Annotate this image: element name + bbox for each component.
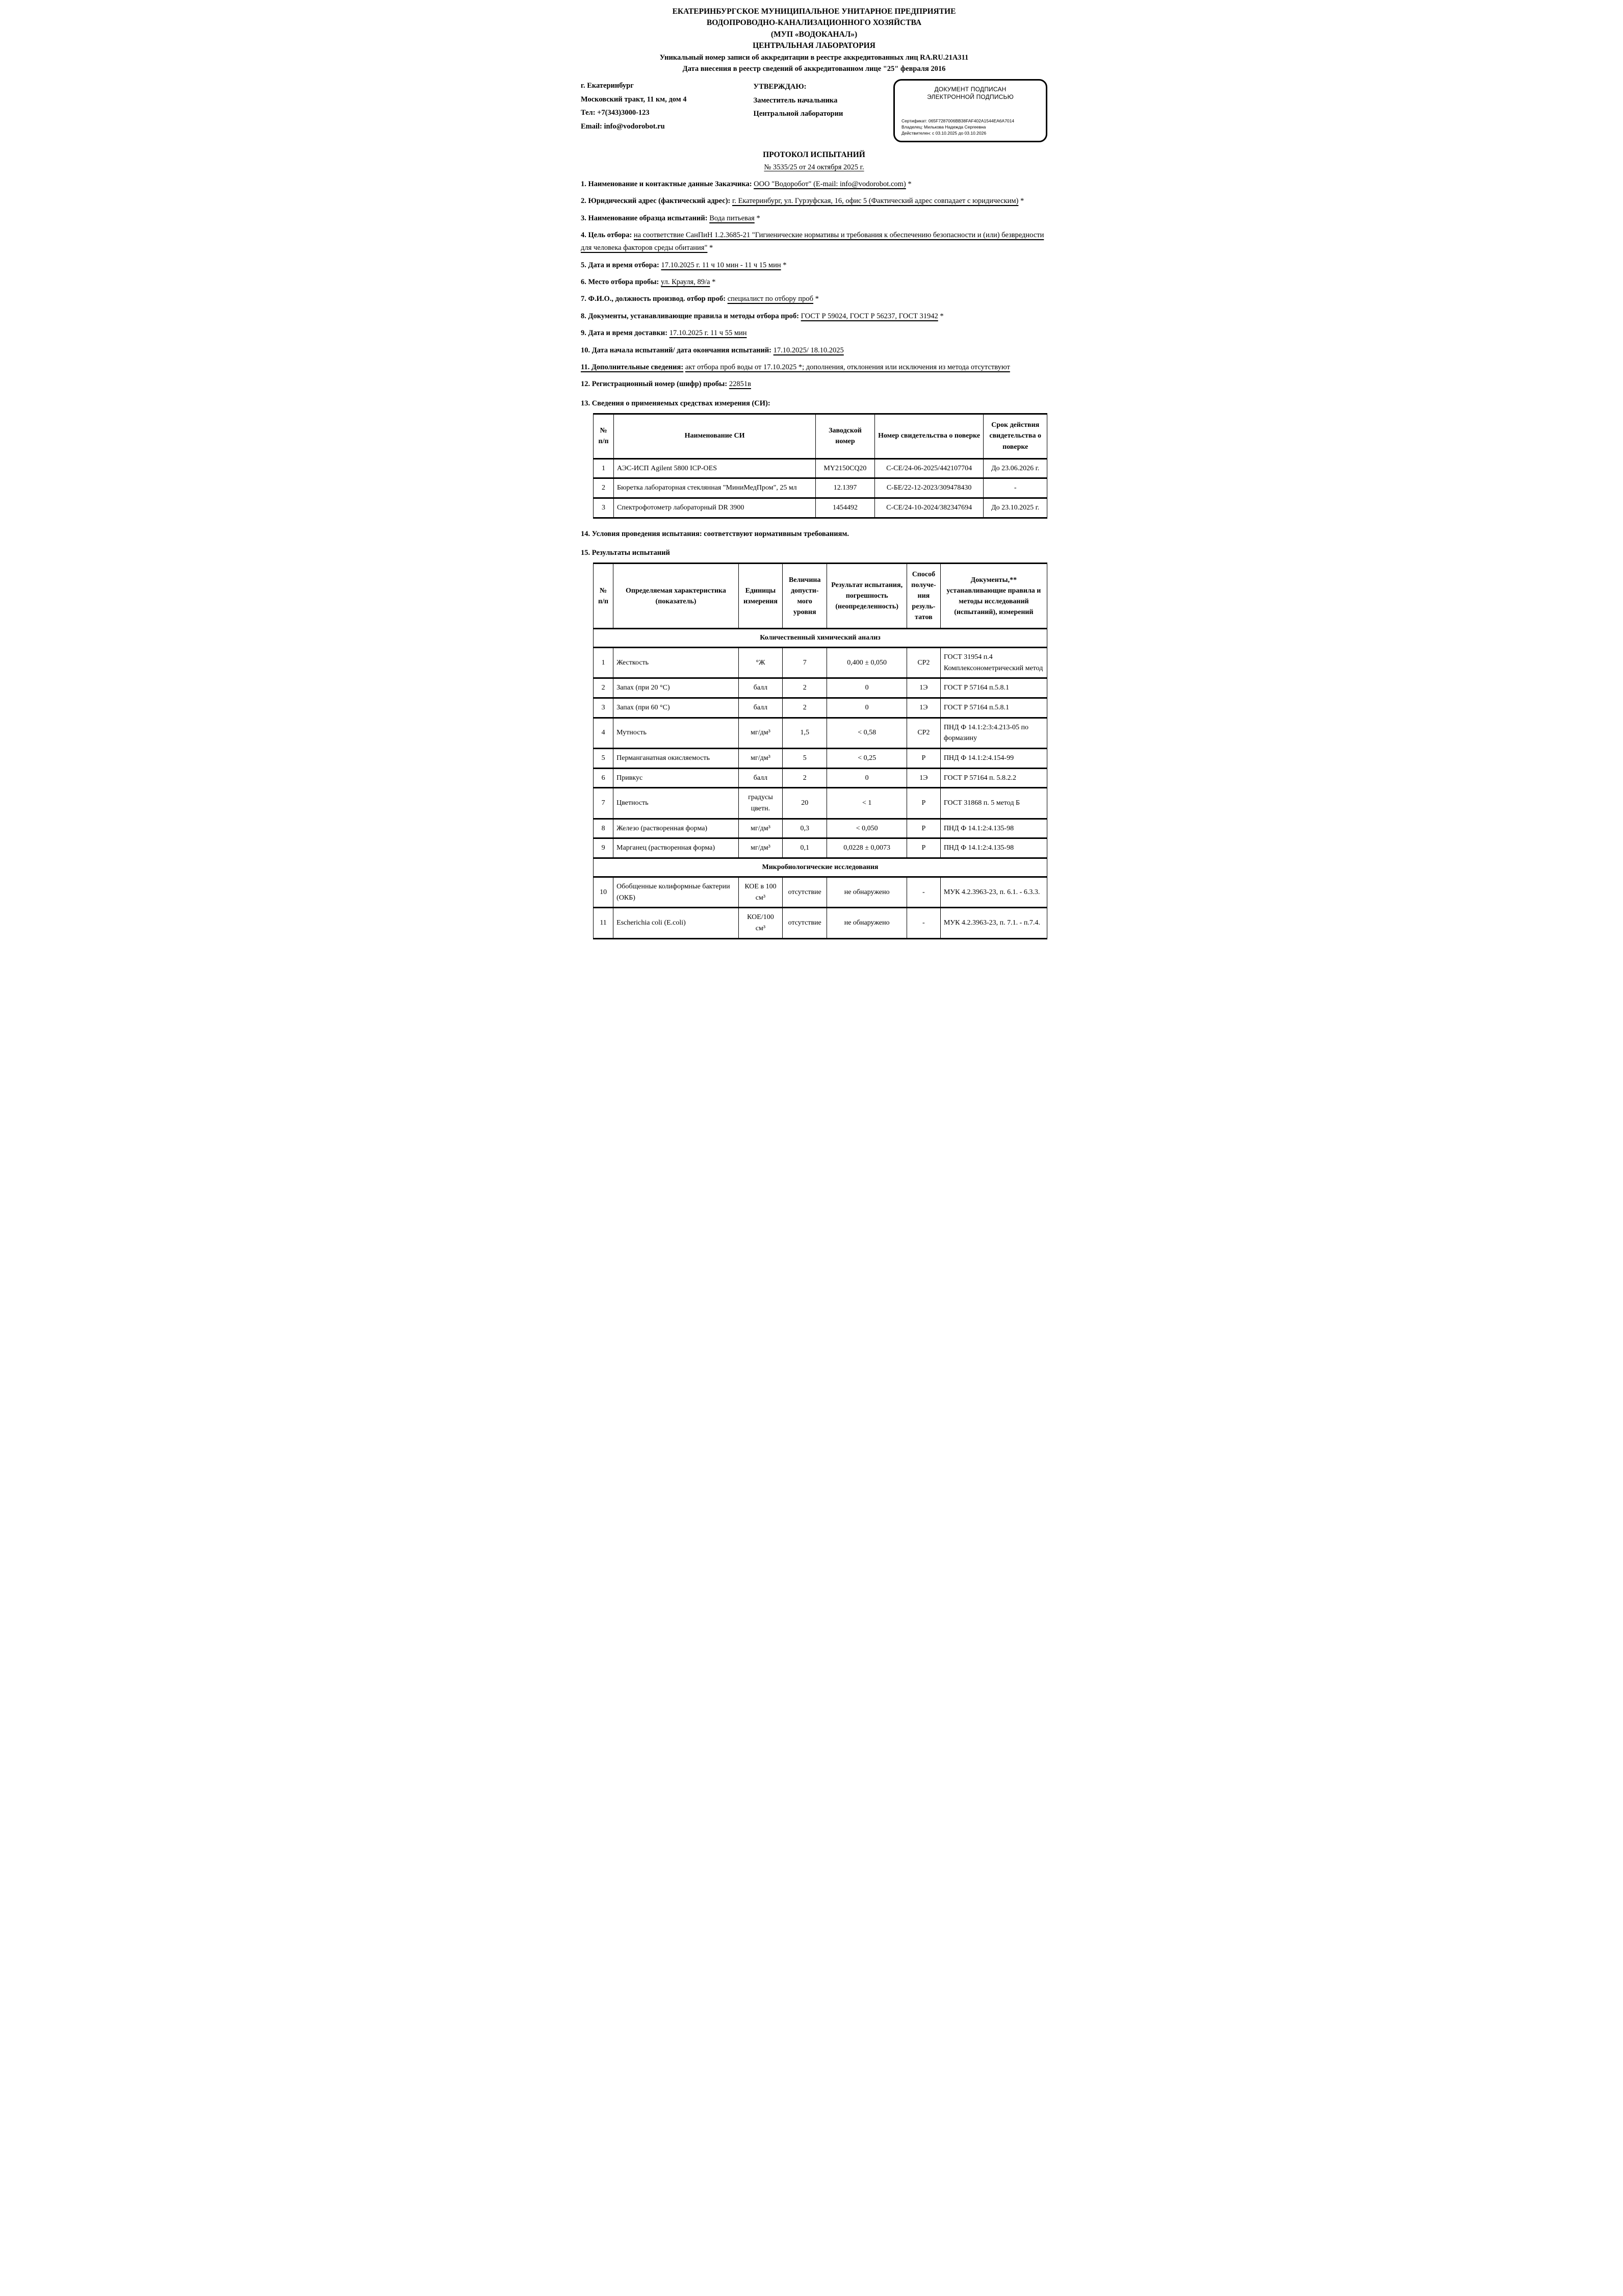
si-table-row bbox=[594, 478, 1047, 498]
results-section-row bbox=[594, 858, 1047, 877]
result-cell: 0 bbox=[827, 768, 907, 788]
result-cell: 7 bbox=[783, 647, 827, 678]
result-cell: ГОСТ Р 57164 п.5.8.1 bbox=[940, 678, 1047, 698]
result-cell: 11 bbox=[594, 908, 613, 938]
result-cell: Привкус bbox=[613, 768, 739, 788]
protocol-title: ПРОТОКОЛ ИСПЫТАНИЙ bbox=[763, 150, 865, 159]
si-header-serial: Заводской номер bbox=[816, 414, 875, 458]
si-cell: 1 bbox=[594, 458, 614, 478]
result-cell: мг/дм³ bbox=[738, 819, 782, 838]
results-table bbox=[593, 563, 1047, 939]
document-header bbox=[581, 6, 1047, 75]
result-cell: 6 bbox=[594, 768, 613, 788]
res-header-num: № п/п bbox=[594, 564, 613, 629]
result-cell: 2 bbox=[594, 678, 613, 698]
result-cell: 5 bbox=[783, 749, 827, 769]
result-cell: Железо (растворенная форма) bbox=[613, 819, 739, 838]
result-cell: Р bbox=[907, 838, 940, 858]
accreditation-number-line: Уникальный номер записи об аккредитации в реестре аккредитованных лиц RA.RU.21А311 bbox=[659, 53, 969, 62]
item-sampling-purpose: 4. Цель отбора: на соответствие СанПиН 1.2.3685-21 "Гигиенические нормативы и требования к обеспечению безопасности и (или) безвредности для человека факторов среды обитания" * bbox=[581, 231, 1044, 252]
item-test-dates: 10. Дата начала испытаний/ дата окончания испытаний: 17.10.2025/ 18.10.2025 bbox=[581, 346, 844, 354]
item-delivery-datetime: 9. Дата и время доставки: 17.10.2025 г. 11 ч 55 мин bbox=[581, 329, 747, 338]
si-cell: 12.1397 bbox=[816, 478, 875, 498]
item-sample-name: 3. Наименование образца испытаний: Вода питьевая * bbox=[581, 214, 760, 222]
result-cell: 1 bbox=[594, 647, 613, 678]
result-cell: градусы цветн. bbox=[738, 788, 782, 819]
si-header-validity: Срок действия свидетельства о поверке bbox=[984, 414, 1047, 458]
result-cell: Р bbox=[907, 749, 940, 769]
protocol-number: № 3535/25 от 24 октября 2025 г. bbox=[764, 163, 864, 171]
si-table-header bbox=[594, 414, 1047, 458]
result-cell: ПНД Ф 14.1:2:4.135-98 bbox=[940, 819, 1047, 838]
stamp-title-line1: ДОКУМЕНТ ПОДПИСАН bbox=[934, 85, 1007, 93]
digital-signature-stamp bbox=[893, 79, 1047, 142]
stamp-validity: Действителен: с 03.10.2025 до 03.10.2026 bbox=[901, 130, 987, 136]
result-cell: < 0,25 bbox=[827, 749, 907, 769]
result-cell: Р bbox=[907, 788, 940, 819]
si-table-body bbox=[594, 458, 1047, 518]
si-cell: - bbox=[984, 478, 1047, 498]
result-cell: КОЕ в 100 см³ bbox=[738, 877, 782, 907]
results-table-row bbox=[594, 647, 1047, 678]
item-sampling-docs: 8. Документы, устанавливающие правила и методы отбора проб: ГОСТ Р 59024, ГОСТ Р 56237, ГОСТ 31942 * bbox=[581, 312, 944, 320]
results-table-row bbox=[594, 838, 1047, 858]
si-cell: АЭС-ИСП Agilent 5800 ICP-OES bbox=[614, 458, 816, 478]
result-cell: 3 bbox=[594, 698, 613, 718]
si-table-row bbox=[594, 498, 1047, 518]
result-cell: - bbox=[907, 877, 940, 907]
org-name-line3: (МУП «ВОДОКАНАЛ») bbox=[770, 30, 858, 39]
stamp-title-line2: ЭЛЕКТРОННОЙ ПОДПИСЬЮ bbox=[927, 93, 1014, 101]
accreditation-date-line: Дата внесения в реестр сведений об аккредитованном лице "25" февраля 2016 bbox=[682, 65, 946, 73]
lab-name: ЦЕНТРАЛЬНАЯ ЛАБОРАТОРИЯ bbox=[753, 41, 875, 50]
approve-title: УТВЕРЖДАЮ: bbox=[753, 82, 807, 91]
results-section-label: 15. Результаты испытаний bbox=[581, 549, 670, 557]
conditions-line: 14. Условия проведения испытания: соответствуют нормативным требованиям. bbox=[581, 529, 849, 538]
result-cell: Мутность bbox=[613, 718, 739, 748]
result-cell: °Ж bbox=[738, 647, 782, 678]
protocol-items bbox=[581, 178, 1047, 391]
si-table-row bbox=[594, 458, 1047, 478]
result-cell: 5 bbox=[594, 749, 613, 769]
result-cell: отсутствие bbox=[783, 877, 827, 907]
result-cell: 2 bbox=[783, 678, 827, 698]
si-table bbox=[593, 413, 1047, 519]
result-cell: 9 bbox=[594, 838, 613, 858]
results-table-row bbox=[594, 877, 1047, 907]
item-customer: 1. Наименование и контактные данные Заказчика: ООО "Водоробот" (E-mail: info@vodorobot.com) * bbox=[581, 180, 912, 188]
result-cell: 0,400 ± 0,050 bbox=[827, 647, 907, 678]
results-section-title: Микробиологические исследования bbox=[594, 858, 1047, 877]
si-header-num: № п/п bbox=[594, 414, 614, 458]
results-table-row bbox=[594, 788, 1047, 819]
res-header-result: Результат испытания, погрешность (неопределенность) bbox=[827, 564, 907, 629]
result-cell: ГОСТ Р 57164 п.5.8.1 bbox=[940, 698, 1047, 718]
results-table-row bbox=[594, 819, 1047, 838]
res-header-units: Единицы измерения bbox=[738, 564, 782, 629]
result-cell: Запах (при 20 °С) bbox=[613, 678, 739, 698]
result-cell: < 0,050 bbox=[827, 819, 907, 838]
contact-block bbox=[581, 79, 754, 134]
result-cell: 2 bbox=[783, 698, 827, 718]
results-table-body bbox=[594, 629, 1047, 938]
result-cell: Цветность bbox=[613, 788, 739, 819]
contact-address: Московский тракт, 11 км, дом 4 bbox=[581, 95, 687, 104]
item-legal-address: 2. Юридический адрес (фактический адрес): г. Екатеринбург, ул. Гурзуфская, 16, офис 5 (Фактический адрес совпадает с юридическим) * bbox=[581, 197, 1024, 206]
results-table-row bbox=[594, 768, 1047, 788]
approve-block bbox=[754, 79, 889, 121]
result-cell: 20 bbox=[783, 788, 827, 819]
si-cell: MY2150CQ20 bbox=[816, 458, 875, 478]
stamp-details bbox=[901, 118, 1039, 137]
result-cell: 7 bbox=[594, 788, 613, 819]
result-cell: Марганец (растворенная форма) bbox=[613, 838, 739, 858]
results-section-title: Количественный химический анализ bbox=[594, 629, 1047, 648]
res-header-limit: Величина допусти-мого уровня bbox=[783, 564, 827, 629]
result-cell: мг/дм³ bbox=[738, 838, 782, 858]
results-section-row bbox=[594, 629, 1047, 648]
result-cell: СР2 bbox=[907, 647, 940, 678]
result-cell: 1Э bbox=[907, 678, 940, 698]
result-cell: мг/дм³ bbox=[738, 749, 782, 769]
org-name-line2: ВОДОПРОВОДНО-КАНАЛИЗАЦИОННОГО ХОЗЯЙСТВА bbox=[706, 18, 922, 28]
approve-position-line1: Заместитель начальника bbox=[753, 96, 838, 105]
result-cell: 2 bbox=[783, 768, 827, 788]
result-cell: Запах (при 60 °С) bbox=[613, 698, 739, 718]
si-cell: 1454492 bbox=[816, 498, 875, 518]
si-section-label: 13. Сведения о применяемых средствах измерения (СИ): bbox=[581, 399, 770, 407]
result-cell: - bbox=[907, 908, 940, 938]
si-cell: До 23.06.2026 г. bbox=[984, 458, 1047, 478]
results-table-row bbox=[594, 908, 1047, 938]
si-cell: C-CE/24-10-2024/382347694 bbox=[874, 498, 984, 518]
result-cell: 4 bbox=[594, 718, 613, 748]
result-cell: МУК 4.2.3963-23, п. 6.1. - 6.3.3. bbox=[940, 877, 1047, 907]
result-cell: ГОСТ Р 57164 п. 5.8.2.2 bbox=[940, 768, 1047, 788]
si-cell: С-БЕ/22-12-2023/309478430 bbox=[874, 478, 984, 498]
top-info-row bbox=[581, 79, 1047, 142]
result-cell: Перманганатная окисляемость bbox=[613, 749, 739, 769]
result-cell: 1,5 bbox=[783, 718, 827, 748]
contact-email: Email: info@vodorobot.ru bbox=[581, 122, 665, 131]
res-header-characteristic: Определяемая характеристика (показатель) bbox=[613, 564, 739, 629]
result-cell: 0,0228 ± 0,0073 bbox=[827, 838, 907, 858]
results-table-header bbox=[594, 564, 1047, 629]
si-cell: C-CE/24-06-2025/442107704 bbox=[874, 458, 984, 478]
result-cell: 10 bbox=[594, 877, 613, 907]
result-cell: КОЕ/100 см³ bbox=[738, 908, 782, 938]
res-header-docs: Документы,** устанавливающие правила и методы исследований (испытаний), измерений bbox=[940, 564, 1047, 629]
result-cell: СР2 bbox=[907, 718, 940, 748]
si-header-certificate: Номер свидетельства о поверке bbox=[874, 414, 984, 458]
result-cell: Р bbox=[907, 819, 940, 838]
stamp-certificate: Сертификат: 065F7287006BB38FAF402A1544EA6A7014 bbox=[901, 118, 1015, 124]
document-page bbox=[541, 0, 1082, 960]
result-cell: отсутствие bbox=[783, 908, 827, 938]
result-cell: балл bbox=[738, 698, 782, 718]
result-cell: ГОСТ 31954 п.4 Комплексонометрический метод bbox=[940, 647, 1047, 678]
result-cell: не обнаружено bbox=[827, 908, 907, 938]
si-cell: 3 bbox=[594, 498, 614, 518]
results-table-row bbox=[594, 698, 1047, 718]
result-cell: мг/дм³ bbox=[738, 718, 782, 748]
result-cell: ГОСТ 31868 п. 5 метод Б bbox=[940, 788, 1047, 819]
result-cell: балл bbox=[738, 768, 782, 788]
result-cell: ПНД Ф 14.1:2:3:4.213-05 по формазину bbox=[940, 718, 1047, 748]
approve-position-line2: Центральной лаборатории bbox=[753, 110, 843, 118]
results-table-row bbox=[594, 749, 1047, 769]
result-cell: ПНД Ф 14.1:2:4.154-99 bbox=[940, 749, 1047, 769]
result-cell: 0,1 bbox=[783, 838, 827, 858]
contact-city: г. Екатеринбург bbox=[581, 81, 634, 90]
result-cell: 1Э bbox=[907, 768, 940, 788]
item-sampler-name: 7. Ф.И.О., должность производ. отбор проб: специалист по отбору проб * bbox=[581, 295, 819, 303]
results-table-row bbox=[594, 718, 1047, 748]
result-cell: не обнаружено bbox=[827, 877, 907, 907]
item-additional-info: 11. Дополнительные сведения: акт отбора проб воды от 17.10.2025 *; дополнения, отклонения или исключения из метода отсутствуют bbox=[581, 363, 1010, 371]
protocol-title-block bbox=[581, 150, 1047, 172]
res-header-method-type: Способ получе-ния резуль-татов bbox=[907, 564, 940, 629]
result-cell: Обобщенные колиформные бактерии (ОКБ) bbox=[613, 877, 739, 907]
result-cell: < 0,58 bbox=[827, 718, 907, 748]
stamp-title bbox=[901, 86, 1039, 101]
si-cell: До 23.10.2025 г. bbox=[984, 498, 1047, 518]
stamp-owner: Владелец: Милькова Надежда Сергеевна bbox=[901, 124, 986, 130]
item-registration-number: 12. Регистрационный номер (шифр) пробы: 22851в bbox=[581, 380, 751, 389]
si-cell: 2 bbox=[594, 478, 614, 498]
result-cell: балл bbox=[738, 678, 782, 698]
result-cell: 0,3 bbox=[783, 819, 827, 838]
si-cell: Бюретка лабораторная стеклянная "МиниМедПром", 25 мл bbox=[614, 478, 816, 498]
org-name-line1: ЕКАТЕРИНБУРГСКОЕ МУНИЦИПАЛЬНОЕ УНИТАРНОЕ ПРЕДПРИЯТИЕ bbox=[672, 7, 956, 16]
result-cell: Escherichia coli (E.coli) bbox=[613, 908, 739, 938]
si-header-name: Наименование СИ bbox=[614, 414, 816, 458]
result-cell: < 1 bbox=[827, 788, 907, 819]
si-cell: Спектрофотометр лабораторный DR 3900 bbox=[614, 498, 816, 518]
result-cell: ПНД Ф 14.1:2:4.135-98 bbox=[940, 838, 1047, 858]
result-cell: 8 bbox=[594, 819, 613, 838]
result-cell: МУК 4.2.3963-23, п. 7.1. - п.7.4. bbox=[940, 908, 1047, 938]
item-sampling-place: 6. Место отбора пробы: ул. Крауля, 89/а * bbox=[581, 278, 716, 287]
result-cell: 1Э bbox=[907, 698, 940, 718]
result-cell: 0 bbox=[827, 698, 907, 718]
item-sampling-datetime: 5. Дата и время отбора: 17.10.2025 г. 11 ч 10 мин - 11 ч 15 мин * bbox=[581, 261, 787, 269]
contact-phone: Тел: +7(343)3000-123 bbox=[581, 109, 650, 117]
results-table-row bbox=[594, 678, 1047, 698]
result-cell: 0 bbox=[827, 678, 907, 698]
result-cell: Жесткость bbox=[613, 647, 739, 678]
